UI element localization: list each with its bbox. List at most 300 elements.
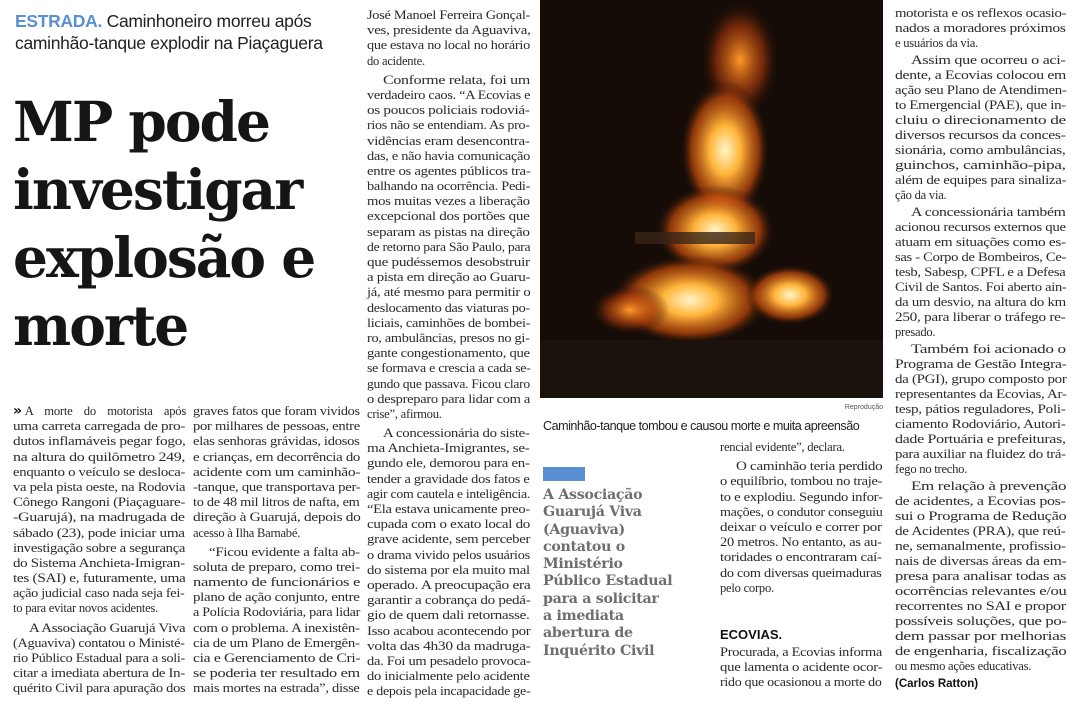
text-line — [895, 372, 1067, 387]
text-line — [895, 494, 1067, 509]
text-line — [13, 526, 186, 541]
paragraph — [13, 404, 186, 617]
text-line — [895, 479, 1067, 494]
line-text: “Ela estava unicamente preo- — [367, 502, 530, 516]
pullquote — [543, 487, 718, 660]
text-line — [895, 250, 1067, 265]
line-text: Isso acabou acontecendo por — [367, 623, 531, 638]
pullquote-line: Inquérito Civil — [543, 642, 655, 659]
headline-line: explosão e — [13, 225, 315, 290]
text-line — [895, 280, 1067, 295]
line-text: da (PGI), grupo composto por — [895, 372, 1067, 386]
text-line — [895, 36, 1067, 51]
article-kicker — [15, 10, 365, 54]
text-line — [367, 639, 531, 654]
line-text: agir com cautela e inteligência. — [367, 486, 530, 501]
paragraph — [895, 6, 1067, 51]
line-text: A morte do motorista após — [24, 404, 186, 418]
text-line — [367, 593, 531, 608]
line-text: vidências eram desencontra- — [367, 133, 530, 148]
text-line — [193, 621, 361, 636]
text-line — [895, 68, 1067, 83]
line-text: graves fatos que foram vividos — [193, 404, 360, 418]
text-line — [13, 495, 186, 510]
pullquote-line: Guarujá Viva — [543, 504, 642, 521]
text-line — [895, 310, 1067, 325]
text-line — [720, 520, 883, 535]
line-text: A concessionária também — [911, 205, 1066, 219]
pullquote-line: a imediata — [543, 608, 624, 625]
line-text: plano de ação conjunto, entre — [193, 590, 360, 605]
line-text: to Emergencial (PAE), que in- — [895, 98, 1066, 112]
text-line — [193, 419, 361, 434]
line-text: presa para analisar todas as — [895, 569, 1067, 583]
paragraph — [895, 205, 1067, 340]
line-text: mais mortes na estrada”, disse — [193, 681, 360, 696]
line-text: Programa de Gestão Integra- — [895, 357, 1067, 371]
line-text: para auxiliar na fluidez do trá- — [895, 447, 1066, 461]
text-line — [367, 73, 531, 88]
text-line — [193, 404, 361, 419]
text-line — [895, 235, 1067, 250]
article-column-6 — [895, 6, 1067, 676]
line-text: gundo ele, demorou para en- — [367, 456, 530, 471]
line-text: excepcional dos portões que — [367, 209, 530, 224]
line-text: Civil de Santos. Foi aberto ain- — [895, 280, 1067, 294]
line-text: ves, presidente da Aguaviva, — [367, 23, 531, 38]
paragraph — [895, 53, 1067, 203]
text-line — [367, 563, 531, 578]
text-line — [367, 285, 531, 300]
line-text: elas senhoras grávidas, idosos — [193, 434, 360, 449]
line-text: da um desvio, na altura do km — [895, 295, 1066, 309]
text-line — [367, 624, 531, 639]
text-line — [367, 608, 531, 623]
text-line — [367, 301, 531, 316]
text-line — [367, 54, 531, 69]
text-line — [13, 636, 186, 651]
line-text: gundo que passava. Ficou claro — [367, 376, 530, 391]
text-line — [367, 441, 531, 456]
text-line — [895, 447, 1067, 462]
text-line — [367, 209, 531, 224]
text-line — [367, 502, 531, 517]
text-line — [367, 392, 531, 407]
text-line — [367, 331, 531, 346]
text-line — [13, 434, 186, 449]
line-text: rios não se entendiam. As pro- — [367, 118, 530, 133]
text-line — [13, 404, 186, 419]
text-line — [13, 651, 186, 666]
text-line — [367, 255, 531, 270]
line-text: se poderia ter resultado em — [193, 666, 360, 681]
text-line — [367, 194, 531, 209]
paragraph — [720, 440, 883, 455]
line-text: -Guarujá), na madrugada de — [13, 510, 185, 525]
text-line — [895, 188, 1067, 203]
line-text: Cônego Rangoni (Piaçaguare- — [13, 495, 186, 510]
line-text: cia de um Plano de Emergên- — [193, 635, 360, 650]
line-text: Conforme relata, foi um — [383, 72, 530, 87]
line-text: sábado (23), pode iniciar uma — [13, 525, 185, 540]
text-line — [193, 510, 361, 525]
text-line — [193, 590, 361, 605]
text-line — [13, 510, 186, 525]
line-text: acionou recursos externos que — [895, 220, 1066, 234]
line-text: 20 metros. No entanto, as au- — [720, 535, 882, 550]
headline-line: morte — [13, 293, 188, 358]
text-line — [367, 179, 531, 194]
text-line — [193, 681, 361, 696]
line-text: ção da via. — [895, 188, 947, 202]
paragraph — [13, 621, 186, 697]
line-text: rio Público Estadual para a soli- — [13, 651, 185, 665]
line-text: do acidente. — [367, 53, 425, 68]
text-line — [367, 225, 531, 240]
line-text: os poucos policiais rodoviá- — [367, 103, 530, 118]
text-line — [13, 666, 186, 681]
line-text: tender a gravidade dos fatos e — [367, 471, 530, 486]
line-text: quérito Civil para apuração dos — [13, 681, 186, 696]
text-line — [720, 550, 883, 565]
text-line — [367, 23, 531, 38]
line-text: acidente com um caminhão- — [193, 464, 361, 479]
text-line — [13, 681, 186, 696]
text-line — [895, 569, 1067, 584]
text-line — [193, 495, 361, 510]
line-text: ciamento Rodoviário, Autori- — [895, 417, 1066, 431]
text-line — [367, 532, 531, 547]
line-text: enquanto o veículo se desloca- — [13, 464, 186, 479]
headline — [13, 88, 363, 360]
text-line — [193, 575, 361, 590]
text-line — [895, 599, 1067, 614]
line-text: cluiu o direcionamento de — [895, 113, 1066, 127]
line-text: dutos inflamáveis pegar fogo, — [13, 434, 186, 449]
text-line — [895, 659, 1067, 674]
text-line — [367, 669, 531, 684]
line-text: tesb, Sabesp, CPFL e a Defesa — [895, 265, 1066, 279]
line-text: 250, para liberar o tráfego re- — [895, 310, 1066, 324]
line-text: diversos recursos da conces- — [895, 128, 1066, 142]
line-text: o drama vivido pelos usuários — [367, 547, 530, 562]
text-line — [895, 554, 1067, 569]
line-text: tesp, pátios reguladores, Poli- — [895, 402, 1066, 416]
line-text: atuam em situações como es- — [895, 235, 1066, 249]
text-line — [895, 265, 1067, 280]
line-text: ação seu Plano de Atendimen- — [895, 83, 1067, 97]
text-line — [895, 402, 1067, 417]
line-text: (Aguaviva) contatou o Ministé- — [13, 635, 185, 650]
line-text: e usuários da via. — [895, 36, 978, 50]
text-line — [367, 517, 531, 532]
article-column-5-bottom — [720, 645, 883, 695]
text-line — [367, 346, 531, 361]
line-text: volta das 4h30 da madruga- — [367, 638, 531, 653]
line-text: Assim que ocorreu o aci- — [911, 53, 1066, 67]
photo-credit: Reprodução — [844, 404, 883, 411]
text-line — [720, 566, 883, 581]
fire-image — [540, 0, 883, 398]
text-line — [193, 636, 361, 651]
line-text: soluta de preparo, como trei- — [193, 559, 360, 574]
line-text: ro, ambulâncias, presos no gi- — [367, 330, 530, 345]
text-line — [895, 432, 1067, 447]
text-line — [367, 684, 531, 699]
line-text: a Polícia Rodoviária, para lidar — [193, 605, 361, 620]
text-line — [367, 316, 531, 331]
text-line — [895, 98, 1067, 113]
text-line — [193, 651, 361, 666]
paragraph — [720, 645, 883, 691]
photo-caption-text: Caminhão-tanque tombou e causou morte e muita apreensão — [543, 419, 860, 433]
text-line — [13, 541, 186, 556]
line-text: por milhares de pessoas, entre — [193, 419, 360, 434]
line-text: presado. — [895, 325, 936, 339]
line-text: to de 48 mil litros de nafta, em — [193, 495, 360, 510]
text-line — [895, 143, 1067, 158]
text-line — [367, 270, 531, 285]
article-column-3 — [367, 8, 531, 703]
line-text: rencial evidente”, declara. — [720, 440, 845, 454]
pullquote-line: A Associação — [543, 487, 643, 503]
text-line — [367, 164, 531, 179]
text-line — [193, 666, 361, 681]
text-line — [193, 605, 361, 620]
line-text: nados a moradores próximos — [895, 21, 1066, 35]
text-line — [193, 545, 361, 560]
text-line — [895, 128, 1067, 143]
text-line — [367, 103, 531, 118]
text-line — [193, 450, 361, 465]
line-text: já, até mesmo para permitir o — [367, 285, 531, 300]
line-text: com o problema. A inexistên- — [193, 620, 360, 635]
article-column-5-top — [720, 440, 883, 600]
line-text: separam as pistas na direção — [367, 224, 530, 239]
text-line — [367, 548, 531, 563]
text-line — [895, 644, 1067, 659]
line-text: Procurada, a Ecovias informa — [720, 645, 882, 659]
line-text: namento de funcionários e — [193, 575, 360, 590]
line-text: cupada com o exato local do — [367, 517, 530, 532]
line-text: fego no trecho. — [895, 462, 968, 476]
paragraph — [193, 545, 361, 697]
line-text: e depois pela incapacidade ge- — [367, 684, 531, 699]
text-line — [720, 474, 883, 489]
paragraph — [193, 404, 361, 541]
line-text: rido que ocasionou a morte do — [720, 675, 882, 690]
pullquote-accent-bar — [543, 467, 585, 481]
pullquote-line: Público Estadual — [543, 573, 673, 590]
text-line — [720, 581, 883, 596]
text-line — [367, 149, 531, 164]
text-line — [13, 556, 186, 571]
text-line — [367, 377, 531, 392]
line-text: de retorno para São Paulo, para — [367, 239, 531, 254]
line-text: do com diversas queimaduras — [720, 565, 882, 580]
text-line — [367, 38, 531, 53]
paragraph — [367, 8, 531, 69]
text-line — [720, 490, 883, 505]
line-text: recorrentes no SAI e propor — [895, 599, 1066, 613]
line-text: O caminhão teria perdido — [736, 459, 883, 474]
pullquote-line: (Aguaviva) — [543, 521, 625, 538]
line-text: crise”, afirmou. — [367, 406, 442, 421]
text-line — [895, 357, 1067, 372]
text-line — [367, 654, 531, 669]
pullquote-line: para a solicitar — [543, 590, 659, 607]
text-line — [895, 220, 1067, 235]
subhead-ecovias: ECOVIAS. — [720, 627, 783, 642]
line-text: operado. A preocupação era — [367, 577, 531, 592]
line-text: possíveis soluções, que po- — [895, 614, 1067, 628]
paragraph — [367, 426, 531, 699]
line-text: de engenharia, fiscalização — [895, 644, 1067, 658]
line-text: ocorrências relevantes e/ou — [895, 584, 1067, 598]
line-text: Em relação à prevenção — [911, 479, 1067, 493]
text-line — [13, 450, 186, 465]
text-line — [720, 535, 883, 550]
text-line — [895, 83, 1067, 98]
line-text: do inicialmente pelo acidente — [367, 669, 530, 684]
text-line — [193, 434, 361, 449]
line-text: ne, semanalmente, profissio- — [895, 539, 1066, 553]
line-text: balhando na ocorrência. Pedi- — [367, 179, 531, 194]
text-line — [367, 8, 531, 23]
text-line — [895, 524, 1067, 539]
text-line — [13, 601, 186, 616]
line-text: do sistema por ela muito mal — [367, 562, 530, 577]
text-line — [720, 675, 883, 690]
line-text: da. Foi um pesadelo provoca- — [367, 653, 531, 668]
line-text: to para evitar novos acidentes. — [13, 601, 159, 616]
headline-line: investigar — [13, 157, 302, 222]
text-line — [367, 426, 531, 441]
line-text: -tanque, que transportava per- — [193, 479, 361, 494]
line-text: ação judicial caso nada seja fei- — [13, 586, 185, 601]
line-text: uma carreta carregada de pro- — [13, 419, 186, 434]
line-text: investigação sobre a segurança — [13, 540, 186, 555]
text-line — [720, 660, 883, 675]
text-line — [13, 621, 186, 636]
line-text: motorista e os reflexos ocasio- — [895, 6, 1067, 20]
text-line — [367, 487, 531, 502]
line-text: va pela pista oeste, na Rodovia — [13, 479, 186, 494]
byline: (Carlos Ratton) — [895, 678, 979, 690]
line-text: “Ficou evidente a falta ab- — [209, 544, 360, 559]
text-line — [720, 440, 883, 455]
text-line — [367, 134, 531, 149]
article-column-2 — [193, 404, 361, 701]
text-line — [720, 505, 883, 520]
text-line — [895, 629, 1067, 644]
line-text: o despreparo para lidar com a — [367, 391, 531, 406]
paragraph — [895, 479, 1067, 674]
lead-chevron-icon: » — [13, 403, 22, 419]
text-line — [895, 173, 1067, 188]
text-line — [895, 584, 1067, 599]
text-line — [720, 459, 883, 474]
text-line — [367, 118, 531, 133]
line-text: sas - Corpo de Bombeiros, Ce- — [895, 250, 1067, 264]
kicker-text: Caminhoneiro morreu após caminhão-tanque explodir na Piaçaguera — [15, 11, 323, 53]
line-text: A Associação Guarujá Viva — [29, 620, 186, 635]
text-line — [895, 342, 1067, 357]
line-text: entre os agentes públicos tra- — [367, 163, 531, 178]
paragraph — [720, 459, 883, 596]
line-text: dade Portuária e prefeituras, — [895, 432, 1066, 446]
text-line — [895, 614, 1067, 629]
line-text: citar a imediata abertura de In- — [13, 666, 185, 681]
text-line — [367, 456, 531, 471]
line-text: se formava e crescia a cada se- — [367, 361, 531, 376]
line-text: to e explodiu. Segundo infor- — [720, 489, 883, 504]
paragraph — [367, 73, 531, 422]
line-text: guinchos, caminhão-pipa, — [895, 158, 1066, 172]
line-text: direção à Guarujá, depois do — [193, 510, 361, 525]
article-column-1 — [13, 404, 186, 701]
line-text: mações, o condutor conseguiu — [720, 504, 883, 519]
text-line — [13, 571, 186, 586]
text-line — [895, 417, 1067, 432]
line-text: deslocamento das viaturas po- — [367, 300, 530, 315]
line-text: A concessionária do siste- — [383, 426, 530, 441]
text-line — [895, 295, 1067, 310]
line-text: gante congestionamento, que — [367, 346, 530, 361]
line-text: Também foi acionado o — [911, 342, 1066, 356]
text-line — [367, 88, 531, 103]
line-text: José Manoel Ferreira Gonçal- — [367, 8, 531, 22]
text-line — [895, 462, 1067, 477]
text-line — [13, 465, 186, 480]
text-line — [367, 407, 531, 422]
photo-caption — [543, 419, 883, 433]
line-text: dem passar por melhorias — [895, 629, 1067, 643]
text-line — [895, 387, 1067, 402]
line-text: a pista em direção ao Guaru- — [367, 270, 531, 285]
line-text: do Sistema Anchieta-Imigran- — [13, 555, 185, 570]
line-text: grave acidente, sem perceber — [367, 532, 531, 547]
text-line — [895, 205, 1067, 220]
line-text: de acidentes, a Ecovias pos- — [895, 494, 1066, 508]
text-line — [895, 539, 1067, 554]
headline-line: MP pode — [13, 89, 269, 154]
line-text: liciais, caminhões de bombei- — [367, 315, 531, 330]
text-line — [367, 361, 531, 376]
pullquote-line: Ministério — [543, 556, 623, 573]
line-text: cia e Gerenciamento de Cri- — [193, 651, 361, 665]
text-line — [895, 509, 1067, 524]
line-text: de Acidentes (PRA), que reú- — [895, 524, 1066, 538]
line-text: acesso à Ilha Barnabé. — [193, 525, 301, 540]
text-line — [895, 21, 1067, 36]
line-text: garantir a cobrança do pedá- — [367, 593, 531, 608]
line-text: gio de quem dali retornasse. — [367, 608, 530, 623]
text-line — [13, 586, 186, 601]
line-text: deixar o veículo e correr por — [720, 519, 882, 534]
line-text: que lamenta o acidente ocor- — [720, 660, 883, 675]
text-line — [367, 472, 531, 487]
line-text: na altura do quilômetro 249, — [13, 449, 186, 464]
text-line — [367, 578, 531, 593]
pullquote-line: contatou o — [543, 538, 625, 555]
line-text: além de equipes para sinaliza- — [895, 173, 1067, 187]
line-text: que estava no local no horário — [367, 38, 530, 53]
text-line — [193, 480, 361, 495]
line-text: pelo corpo. — [720, 580, 774, 595]
line-text: nais de diversas áreas da em- — [895, 554, 1067, 568]
text-line — [895, 325, 1067, 340]
